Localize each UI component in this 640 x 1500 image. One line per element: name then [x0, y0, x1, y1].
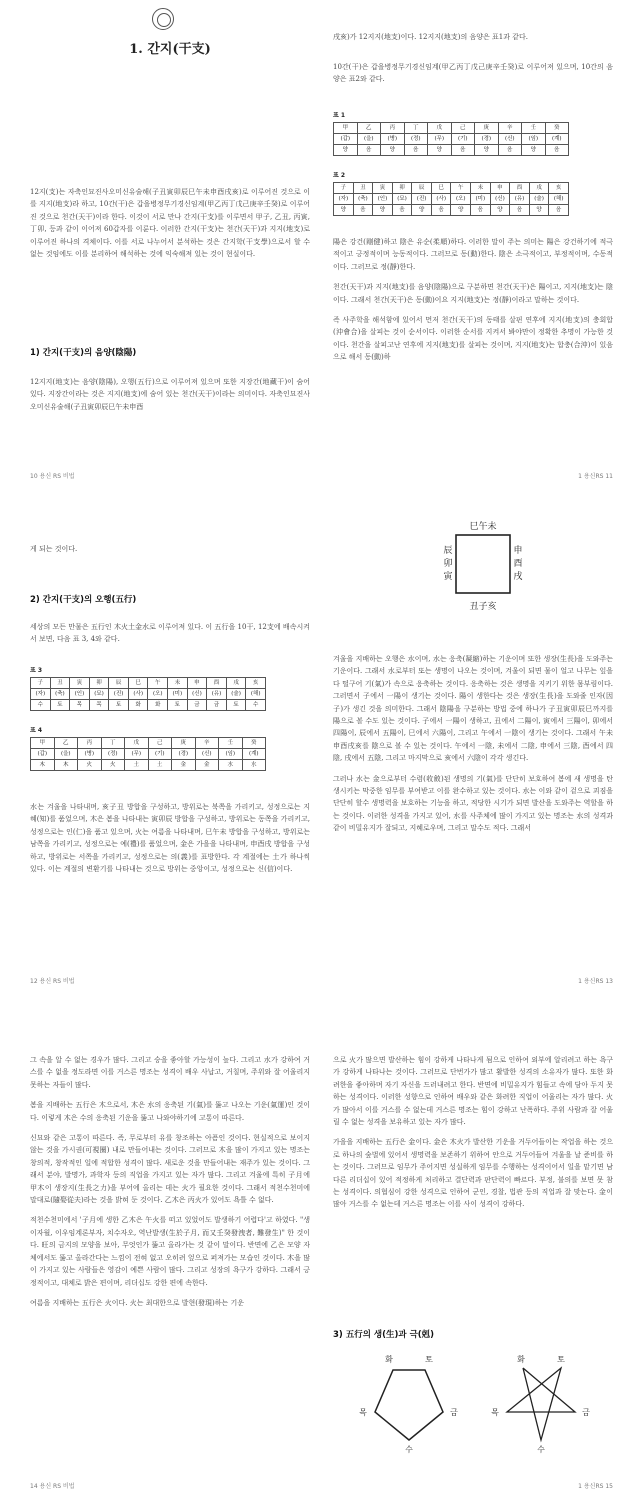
table-cell: 申 — [187, 678, 207, 689]
paragraph: 봄을 지배하는 五行은 木으로서, 木은 水의 응축된 기(氣)를 뚫고 나오는 기운(氣運)인 것이다. 이렇게 木은 수의 응축된 기운을 뚫고 나와야하기에 고통이 따른다. — [30, 1101, 310, 1122]
table-cell: 午 — [451, 183, 471, 194]
east-branch-label: 辰 — [443, 546, 453, 556]
table-cell: 己 — [451, 123, 475, 134]
page-11 — [333, 0, 613, 490]
table-cell: (유) — [510, 194, 530, 205]
paragraph: 가을을 지배하는 五行은 金이다. 金은 木火가 발산한 기운을 거두어들이는 작업을 하는 것으로 하나의 숲벌에 있어서 생명력을 보존하기 위하여 안으로 거두어들여 겨울을 날 준비를 하는 것이다. 그러므로 임무가 주어지면 성실하게 임무를 수행하는 성격이어서 일을 맡기면 남다른 리더십이 있어 적정하게 처리하고 결단력과 판단력이 빠르다. 부정, 불의를 보면 못 참는 성격이다. 의협심이 강한 성격으로 인하여 군인, 경찰, 법관 등의 직업과 잘 맞는다. 金이 많아 거스를 수 없는데 거스른 명조는 이를 사이 성격이 강하다. — [333, 1138, 613, 1209]
table-cell: 丑 — [50, 678, 70, 689]
page-number: 14 용신 RS 비법 — [30, 1483, 75, 1490]
table-cell: 寅 — [70, 678, 90, 689]
generation-cycle-diagram — [353, 1348, 465, 1456]
water-label: 수 — [405, 1445, 413, 1454]
table-cell: 丁 — [404, 123, 428, 134]
spread-pages-10-11 — [0, 0, 640, 490]
table-1-block — [333, 110, 613, 230]
paragraph: 陽은 강건(剛健)하고 陰은 유순(柔順)하다. 이러한 말이 주는 의미는 陽은 강건하기에 적극적이고 긍정적이며 능동적이다. 그러므로 동(動)한다. 陰은 소극적이고, 부정적이며, 수동적이다. 그러므로 정(靜)한다. — [333, 238, 613, 271]
table-cell: (신) — [187, 689, 207, 700]
generation-pentagon — [375, 1370, 443, 1440]
page-14 — [30, 1010, 310, 1500]
table-cell: (계) — [242, 749, 266, 760]
table-cell: 음 — [404, 145, 428, 156]
table-cell: 양 — [522, 145, 546, 156]
table-cell: 庚 — [475, 123, 499, 134]
table-cell: 음 — [498, 145, 522, 156]
table-cell: 戊 — [125, 738, 149, 749]
table-cell: 음 — [357, 145, 381, 156]
table-cell: 亥 — [246, 678, 266, 689]
table-cell: 午 — [148, 678, 168, 689]
table-cell: 酉 — [207, 678, 227, 689]
table-cell: 양 — [529, 205, 549, 216]
table-cell: 巳 — [431, 183, 451, 194]
table-cell: (오) — [451, 194, 471, 205]
table-cell: (해) — [549, 194, 569, 205]
table-cell: (임) — [522, 134, 546, 145]
paragraph: 신묘와 같은 고통이 따른다. 즉, 무로부터 유를 창조하는 아픔인 것이다. 현실적으로 보이지 않는 것을 가시권(可視圈) 내로 만들어내는 것이다. 그러므로 木을 많이 가지고 있는 명조는 창의적, 창작적인 일에 적합한 성격이 많다. 새로운 것을 만들어내는 재주가 있는 것이다. 그래서 분야, 발명가, 과학자 등의 직업을 가지고 있는 자가 많다. 그리고 겨울에 특히 子月에 甲木이 생장지(生長之力)을 부어에 올리는 데는 火가 필요한 것이다. 그래서 적천수천미에 말대로(隨娶從夫)라는 것을 밝혀 둔 것이다. 乙木은 丙火가 있어도 욕틀 수 없다. — [30, 1134, 310, 1205]
table-cell: 辛 — [498, 123, 522, 134]
paragraph: 적천수천미에서 '子月에 생한 乙木은 午火를 떠고 있었어도 발생하기 어렵다'고 하였다. "생이자월, 이우임계론부자, 치수자오, 역난발생(生於子月, 而又壬癸發洩者, 難發生)" 한 것이다. 旺의 금지의 모양을 보아, 무엇인가 뚫고 올라가는 것 같이 말이다. 반면에 乙은 모양 자체에서도 뚫고 올라간다는 느낌이 전혀 없고 오히려 엎으로 퍼져가는 모습인 것이다. 木을 많이 가지고 있는 사람들은 영감이 예쁜 사람이 많다. 그리고 성장의 욕구가 강하다. 그래서 긍정적이고, 대체로 밝은 편이며, 리더십도 강한 편에 속한다. — [30, 1216, 310, 1287]
table-cell: (을) — [357, 134, 381, 145]
table-cell: 土 — [125, 760, 149, 771]
paragraph: 여름을 지배하는 五行은 火이다. 火는 최대한으로 발현(發現)하는 기운 — [30, 1298, 245, 1307]
west-branch-label: 酉 — [513, 559, 523, 569]
table-cell: 화 — [148, 700, 168, 711]
paragraph: 즉 사주학을 해석함에 있어서 먼저 천간(天干)의 동태를 살핀 연후에 지지(地支)의 충회합(沖會合)을 살피는 것이 순서이다. 이러한 순서를 지켜서 봐야만이 정확한 추명이 가능한 것이다. 천간을 살피고난 연후에 지지(地支)를 살피는 것이며, 지지(地支)는 합충(合沖)이 있음으로 해서 동(動)하 — [333, 316, 613, 362]
paragraph: 천간(天干)과 지지(地支)를 음양(陰陽)으로 구분하면 천간(天干)은 陽이고, 지지(地支)는 陰이다. 그래서 천간(天干)은 동(動)이요 지지(地支)는 정(靜)이라고 말하는 것이다. — [333, 283, 613, 304]
table-label: 표 2 — [333, 172, 346, 179]
yinyang-table-stems — [333, 122, 569, 156]
branch-direction-diagram — [438, 513, 528, 623]
table-cell: 金 — [172, 760, 196, 771]
table-cell: 巳 — [128, 678, 148, 689]
north-branches-label: 丑子亥 — [469, 602, 497, 612]
page-15 — [333, 1010, 613, 1500]
table-cell: (계) — [545, 134, 569, 145]
wood-label: 목 — [359, 1408, 367, 1417]
table-cell: 양 — [381, 145, 405, 156]
table-cell: (축) — [353, 194, 373, 205]
table-cell: 양 — [428, 145, 452, 156]
control-star — [507, 1368, 575, 1440]
table-cell: (해) — [246, 689, 266, 700]
metal-label: 금 — [450, 1408, 458, 1417]
table-cell: 壬 — [219, 738, 243, 749]
earth-label: 토 — [425, 1355, 433, 1364]
elements-table-branches — [30, 677, 266, 711]
table-cell: (유) — [207, 689, 227, 700]
paragraph: 12지지(地支)는 음양(陰陽), 오행(五行)으로 이루어져 있으며 또한 지장간(地藏干)이 숨어 있다. 지장간이라는 것은 지지(地支)에 숨어 있는 천간(天干)이라는 의미이다. 자축인묘진사오미신유술해(子丑寅卯辰巳午未申酉 — [30, 378, 310, 411]
fire-label: 화 — [385, 1355, 393, 1364]
east-branch-label: 寅 — [443, 572, 453, 582]
table-cell: 辛 — [195, 738, 219, 749]
table-cell: 己 — [148, 738, 172, 749]
table-cell: 丑 — [353, 183, 373, 194]
paragraph: 그 속을 알 수 없는 경우가 많다. 그리고 승을 좋아할 가능성이 높다. 그리고 水가 강하여 거스를 수 없을 정도라면 이를 거스른 명조는 성격이 배우 사납고, 거칠며, 주위와 잘 어울리지 못하는 자들이 많다. — [30, 1056, 310, 1089]
page-10 — [30, 0, 310, 490]
paragraph: 그러나 水는 金으로부터 수렴(收斂)된 생명의 기(氣)를 단단히 보호하여 봄에 새 생명을 탄생시키는 막중한 임무를 부여받고 이를 완수하고 있는 것이다. 水는 이와 같이 겉으로 괴짐을 단단히 할수 생명력을 보호하는 기능을 하고, 적당한 시기가 되면 발산을 도와주는 역할을 하는 것이다. 이러한 성격을 가지고 있어, 水를 사주체에 많이 가지고 있는 명조는 水의 성격과 같이 비밀유지가 잘되고, 지혜로우며, 그리고 말수도 적다. 그래서 — [333, 774, 613, 833]
table-cell: (병) — [381, 134, 405, 145]
table-cell: 水 — [219, 760, 243, 771]
table-cell: (을) — [54, 749, 78, 760]
south-branches-label: 巳午未 — [469, 522, 497, 532]
table-cell: (묘) — [392, 194, 412, 205]
table-cell: 戌 — [226, 678, 246, 689]
table-cell: 壬 — [522, 123, 546, 134]
table-cell: 火 — [101, 760, 125, 771]
table-cell: 수 — [31, 700, 51, 711]
page-number: 1 용신RS 13 — [578, 978, 613, 985]
table-cell: (자) — [31, 689, 51, 700]
table-cell: 甲 — [334, 123, 358, 134]
metal-label: 금 — [582, 1408, 590, 1417]
paragraph: 12지(支)는 자축인묘진사오미신유술해(子丑寅卯辰巳午未申酉戌亥)로 이루어진 것으로 이를 지지(地支)라 하고, 10간(干)은 갑을병정무기경신임계(甲乙丙丁戊己庚辛壬癸)로 이루어진 것으로 천간(天干)이라 한다. 이것이 서로 만나 간지(干支)를 이루면서 甲子, 乙丑, 丙寅, 丁卯, 등과 같이 이어져 60갑자를 이룬다. 이러한 간지(干支)는 천간(天干)과 지지(地支)로 이루어진 하나의 격체이다. 이를 서로 나누어서 분석하는 것은 간지학(干支學)으로서 할 수 없는 것임에도 이를 분리하여 해석하는 것에 익숙해져 있는 것이 현실이다. — [30, 188, 310, 259]
table-cell: 양 — [475, 145, 499, 156]
fire-label: 화 — [517, 1355, 525, 1364]
table-cell: (인) — [70, 689, 90, 700]
paragraph: 10간(干)은 갑을병정무기경신임계(甲乙丙丁戊己庚辛壬癸)로 이루어져 있으며, 10간의 음양은 표2와 같다. — [333, 63, 613, 84]
wood-label: 목 — [491, 1408, 499, 1417]
table-cell: 子 — [334, 183, 354, 194]
page-number: 10 용신 RS 비법 — [30, 473, 75, 480]
table-cell: 水 — [242, 760, 266, 771]
table-cell: 丙 — [381, 123, 405, 134]
spread-pages-14-15 — [0, 1010, 640, 1500]
paragraph: 水는 겨울을 나타내며, 亥子丑 방합을 구성하고, 방위로는 북쪽을 가리키고, 성정으로는 지혜(知)를 품었으며, 木은 봄을 나타내는 寅卯辰 방합을 구성하고, 방위로는 동쪽을 가리키고, 성정으로는 인(仁)을 품고 있으며, 火는 여름을 나타내며, 巳午未 방합을 구성하고, 방위로는 남쪽을 가리키고, 성정으로는 예(禮)를 품었으며, 金은 가을을 나타내며, 申酉戌 방합을 구성하고, 방위로는 서쪽을 가리키고, 성정으로는 의(義)를 표방한다. 각 계절에는 土가 하나씩 있다. 이는 계절의 변환기를 나타내는 것으로 방위는 중앙이고, 성정으로는 신(信)이다. — [30, 803, 310, 874]
table-cell: 목 — [70, 700, 90, 711]
paragraph: 게 되는 것이다. — [30, 545, 78, 553]
table-cell: 양 — [490, 205, 510, 216]
table-cell: (경) — [172, 749, 196, 760]
table-cell: 戊 — [428, 123, 452, 134]
table-cell: 丙 — [78, 738, 102, 749]
table-cell: (진) — [412, 194, 432, 205]
chapter-title: 1. 간지(干支) — [129, 42, 211, 57]
table-cell: 토 — [109, 700, 129, 711]
table-cell: (신) — [490, 194, 510, 205]
table-cell: 辰 — [412, 183, 432, 194]
table-cell: 양 — [373, 205, 393, 216]
table-cell: (무) — [125, 749, 149, 760]
table-cell: 丁 — [101, 738, 125, 749]
page-number: 1 용신RS 11 — [578, 473, 613, 480]
table-cell: 음 — [431, 205, 451, 216]
table-label: 표 3 — [30, 667, 43, 674]
table-cell: 금 — [207, 700, 227, 711]
table-cell: 양 — [412, 205, 432, 216]
section-heading: 3) 五行의 생(生)과 극(剋) — [333, 1330, 435, 1340]
table-cell: (미) — [168, 689, 188, 700]
table-cell: 寅 — [373, 183, 393, 194]
table-cell: (자) — [334, 194, 354, 205]
table-cell: 土 — [148, 760, 172, 771]
earth-label: 토 — [557, 1355, 565, 1364]
paragraph: 겨울을 지배하는 오행은 水이며, 水는 응축(凝縮)하는 기운이며 또한 생장(生長)을 도와주는 기운이다. 그래서 水로부터 또는 생명이 나오는 것이며, 겨울이 되면 물이 얼고 나무는 잎을 다 떨구어 기(氣)가 속으로 응축하는 것이다. 응축하는 것은 생명을 지키기 위한 몸부림이다. 그러면서 子에서 一陽이 생기는 것이다. 陽이 생한다는 것은 생장(生長)을 도와줄 인자(因子)가 생긴 것을 의미한다. 그래서 陰陽을 구분하는 방법 중에 하나가 子丑寅卯辰巳까지를 陽으로 볼 수도 있는 것이다. 子에서 一陽이 생하고, 丑에서 二陽이, 寅에서 三陽이, 卯에서 四陽이, 辰에서 五陽이, 巳에서 六陽이, 그리고 午에서 一陰이 생기는 것이다. 그래서 午未申酉戌亥를 陰으로 볼 수 있는 것이다. 午에서 一陰, 未에서 二陰, 申에서 三陰, 酉에서 四陰, 戌에서 五陰, 그리고 마지막으로 亥에서 六陰이 각각 생긴다. — [333, 655, 613, 763]
table-cell: (기) — [148, 749, 172, 760]
table-cell: 未 — [471, 183, 491, 194]
table-cell: (술) — [529, 194, 549, 205]
table-cell: (기) — [451, 134, 475, 145]
table-3-block — [30, 665, 310, 785]
page-number: 12 용신 RS 비법 — [30, 978, 75, 985]
table-cell: 金 — [195, 760, 219, 771]
control-cycle-diagram — [485, 1348, 597, 1456]
table-cell: (갑) — [334, 134, 358, 145]
table-cell: 子 — [31, 678, 51, 689]
table-cell: 卯 — [89, 678, 109, 689]
table-cell: 토 — [50, 700, 70, 711]
table-cell: 화 — [128, 700, 148, 711]
table-cell: 卯 — [392, 183, 412, 194]
table-label: 표 1 — [333, 112, 346, 119]
section-heading: 1) 간지(干支)의 음양(陰陽) — [30, 348, 137, 358]
table-cell: 토 — [226, 700, 246, 711]
table-cell: (사) — [431, 194, 451, 205]
yinyang-table-branches — [333, 182, 569, 216]
table-cell: 음 — [549, 205, 569, 216]
water-label: 수 — [537, 1445, 545, 1454]
table-cell: (갑) — [31, 749, 55, 760]
table-cell: (정) — [404, 134, 428, 145]
table-cell: 목 — [89, 700, 109, 711]
table-cell: 申 — [490, 183, 510, 194]
table-cell: 甲 — [31, 738, 55, 749]
table-cell: (신) — [498, 134, 522, 145]
table-cell: (사) — [128, 689, 148, 700]
west-branch-label: 申 — [513, 546, 523, 556]
table-cell: 辰 — [109, 678, 129, 689]
table-cell: 酉 — [510, 183, 530, 194]
page-13 — [333, 505, 613, 995]
table-cell: 木 — [54, 760, 78, 771]
table-cell: 癸 — [242, 738, 266, 749]
table-cell: 乙 — [54, 738, 78, 749]
page-number: 1 용신RS 15 — [578, 1483, 613, 1490]
table-cell: 火 — [78, 760, 102, 771]
table-cell: 戌 — [529, 183, 549, 194]
table-cell: (묘) — [89, 689, 109, 700]
table-cell: (무) — [428, 134, 452, 145]
paragraph: 戌亥)가 12지지(地支)이다. 12지지(地支)의 음양은 표1과 같다. — [333, 33, 528, 41]
table-cell: 양 — [334, 205, 354, 216]
table-cell: 庚 — [172, 738, 196, 749]
chapter-emblem-icon — [152, 8, 174, 30]
table-cell: 음 — [353, 205, 373, 216]
east-branch-label: 卯 — [443, 559, 453, 569]
table-cell: 토 — [168, 700, 188, 711]
table-cell: 음 — [471, 205, 491, 216]
table-cell: 癸 — [545, 123, 569, 134]
paragraph: 세상의 모든 만물은 五行인 木火土金水로 이루어져 있다. 이 五行을 10干, 12支에 배속시켜서 보면, 다음 표 3, 4와 같다. — [30, 623, 310, 644]
table-cell: (정) — [101, 749, 125, 760]
table-cell: (경) — [475, 134, 499, 145]
table-cell: 양 — [451, 205, 471, 216]
paragraph: 으로 火가 많으면 발산하는 힘이 강하게 나타나게 됨으로 인하여 외부에 알리려고 하는 욕구가 강하게 나타나는 것이다. 그러므로 단번가가 많고 활발한 성격의 소유자가 많다. 또한 화려한을 좋아하며 자기 자신을 드러내려고 한다. 반면에 비밀유지가 힘들고 속에 담아 두지 못하는 성격이다. 이러한 성향으로 인하여 배우와 같은 화려한 직업이 어울리는 자가 많다. 火가 많아서 이를 거스를 수 없는데 거스른 명조는 힘이 강하고 난폭하다. 주위 사람과 잘 어울릴 수 없는 성격을 보유하고 있는 자가 많다. — [333, 1056, 613, 1127]
section-heading: 2) 간지(干支)의 오행(五行) — [30, 595, 137, 605]
table-cell: 수 — [246, 700, 266, 711]
table-cell: 음 — [545, 145, 569, 156]
table-cell: (임) — [219, 749, 243, 760]
table-cell: 양 — [334, 145, 358, 156]
table-cell: 乙 — [357, 123, 381, 134]
elements-table-stems — [30, 737, 266, 771]
table-cell: 음 — [451, 145, 475, 156]
table-cell: 음 — [392, 205, 412, 216]
table-cell: 未 — [168, 678, 188, 689]
table-cell: 금 — [187, 700, 207, 711]
table-cell: 木 — [31, 760, 55, 771]
table-cell: (축) — [50, 689, 70, 700]
table-label: 표 4 — [30, 727, 43, 734]
direction-square — [456, 535, 510, 593]
table-cell: 亥 — [549, 183, 569, 194]
west-branch-label: 戌 — [513, 572, 523, 582]
page-12 — [30, 505, 310, 995]
table-cell: (병) — [78, 749, 102, 760]
table-cell: (오) — [148, 689, 168, 700]
table-cell: (신) — [195, 749, 219, 760]
table-cell: 음 — [510, 205, 530, 216]
table-cell: (술) — [226, 689, 246, 700]
table-cell: (미) — [471, 194, 491, 205]
spread-pages-12-13 — [0, 505, 640, 995]
table-cell: (진) — [109, 689, 129, 700]
table-cell: (인) — [373, 194, 393, 205]
